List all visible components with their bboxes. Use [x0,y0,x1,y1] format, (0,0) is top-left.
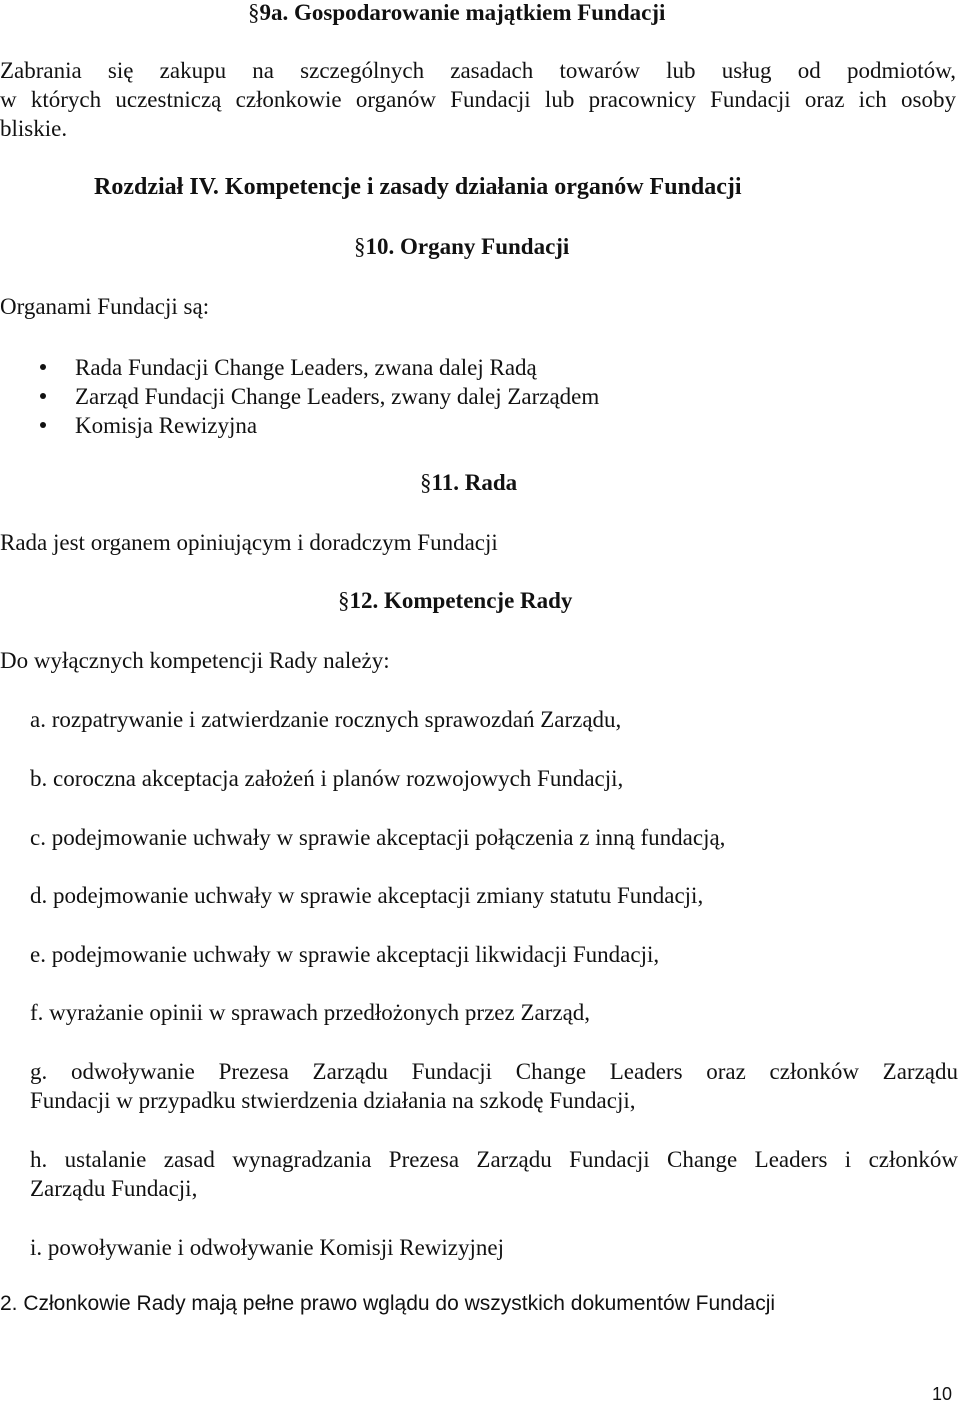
section-symbol: § [420,470,432,495]
competence-item-h-line-1: h. ustalanie zasad wynagradzania Prezesa Zarządu Fundacji Change Leaders i członków [30,1147,958,1172]
competence-item-c: c. podejmowanie uchwały w sprawie akceptacji połączenia z inną fundacją, [30,825,726,850]
bullet-icon [40,393,46,399]
bullet-icon [40,422,46,428]
competence-item-g-line-1: g. odwoływanie Prezesa Zarządu Fundacji Change Leaders oraz członków Zarządu [30,1059,958,1084]
section-symbol: § [354,234,366,259]
section-symbol: § [248,0,260,25]
section-10-heading [354,234,569,260]
section-9a-heading [248,0,665,26]
section-12-title: 12. Kompetencje Rady [349,588,573,613]
section-9a-paragraph-2 [0,85,956,143]
competence-item-i: i. powoływanie i odwoływanie Komisji Rewizyjnej [30,1235,504,1260]
competence-item-d: d. podejmowanie uchwały w sprawie akceptacji zmiany statutu Fundacji, [30,883,704,908]
section-symbol: § [338,588,350,613]
section-11-heading [420,470,517,496]
page-number: 10 [932,1384,953,1404]
section-10-intro: Organami Fundacji są: [0,294,210,319]
section-11-title: 11. Rada [431,470,518,495]
competence-item-b: b. coroczna akceptacja założeń i planów rozwojowych Fundacji, [30,766,624,791]
section-9a-line-3: bliskie. [0,116,68,141]
list-item: Zarząd Fundacji Change Leaders, zwany dalej Zarządem [0,382,599,411]
section-10-title: 10. Organy Fundacji [365,234,570,259]
section-9a-title: 9a. Gospodarowanie majątkiem Fundacji [259,0,666,25]
list-item: Rada Fundacji Change Leaders, zwana dalej Radą [0,353,599,382]
section-12-heading [338,588,572,614]
competence-item-g [30,1057,958,1115]
list-item: Komisja Rewizyjna [0,411,599,440]
section-9a-paragraph-3 [0,114,67,143]
section-12-point-2: 2. Członkowie Rady mają pełne prawo wglądu do wszystkich dokumentów Fundacji [0,1292,776,1315]
competence-item-h-line-2: Zarządu Fundacji, [30,1176,198,1201]
competence-item-g-line-2: Fundacji w przypadku stwierdzenia działania na szkodę Fundacji, [30,1088,636,1113]
competence-item-f: f. wyrażanie opinii w sprawach przedłożonych przez Zarząd, [30,1000,591,1025]
section-12-intro: Do wyłącznych kompetencji Rady należy: [0,648,390,673]
competence-item-a: a. rozpatrywanie i zatwierdzanie rocznych sprawozdań Zarządu, [30,707,622,732]
bullet-icon [40,364,46,370]
section-9a-line-2: w których uczestniczą członkowie organów Fundacji lub pracownicy Fundacji oraz ich osoby [0,87,956,112]
section-9a-line-1: Zabrania się zakupu na szczególnych zasadach towarów lub usług od podmiotów, [0,58,956,83]
organs-list [0,353,599,440]
chapter-heading: Rozdział IV. Kompetencje i zasady działania organów Fundacji [94,174,742,200]
section-11-text: Rada jest organem opiniującym i doradczym Fundacji [0,530,498,555]
competence-item-e: e. podejmowanie uchwały w sprawie akceptacji likwidacji Fundacji, [30,942,660,967]
competence-item-h [30,1145,958,1203]
